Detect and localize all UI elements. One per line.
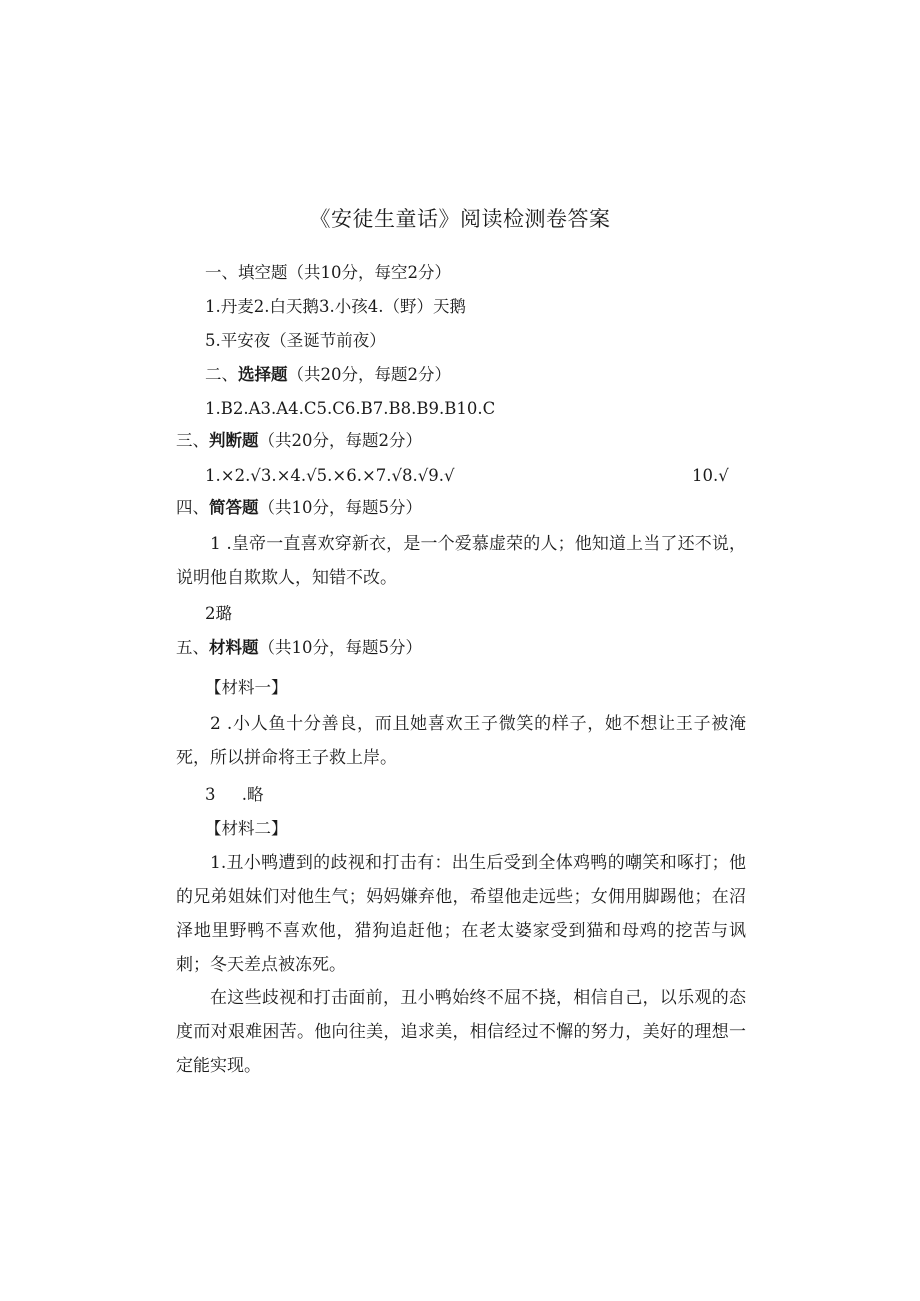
section-choice-heading [205,364,451,386]
section-name: 判断题 [209,431,259,450]
section-short-answer-heading [176,497,422,519]
material-two-answer-1-continued: 在这些歧视和打击面前，丑小鸭始终不屈不挠，相信自己，以乐观的态度而对艰难困苦。他向往美，追求美，相信经过不懈的努力，美好的理想一定能实现。 [176,988,746,1076]
material-one-answer-3: 3 .略 [205,785,264,804]
section-fill-blank-heading: 一、填空题（共10分，每空2分） [205,263,451,282]
section-judge-heading [176,430,422,452]
document-title: 《安徒生童话》阅读检测卷答案 [309,207,611,231]
section-score: （共20分，每题2分） [258,431,422,450]
material-two-answer-1: 1.丑小鸭遭到的歧视和打击有：出生后受到全体鸡鸭的嘲笑和啄打；他的兄弟姐妹们对他生气；妈妈嫌弃他，希望他走远些；女佣用脚踢他；在沼泽地里野鸭不喜欢他，猎狗追赶他；在老太婆家受到猫和母鸡的挖苦与讽刺；冬天差点被冻死。 [176,853,746,975]
section-name: 简答题 [209,498,259,517]
section-number: 二、 [205,365,238,384]
section-number: 五、 [176,638,209,657]
section-score: （共10分，每题5分） [258,638,422,657]
section-number: 三、 [176,431,209,450]
short-answer-2: 2璐 [205,604,232,623]
section-fill-blank-answers-line2: 5.平安夜（圣诞节前夜） [205,331,386,350]
section-material-heading [176,637,422,659]
section-number: 四、 [176,498,209,517]
material-one-answer-2: 2 .小人鱼十分善良，而且她喜欢王子微笑的样子，她不想让王子被淹死，所以拼命将王子救上岸。 [176,714,746,768]
section-name: 选择题 [238,365,288,384]
section-judge-answers: 1.×2.√3.×4.√5.×6.×7.√8.√9.√ [205,466,455,485]
material-one-label: 【材料一】 [205,678,288,697]
section-judge-answer-10: 10.√ [692,466,729,485]
material-two-label: 【材料二】 [205,819,288,838]
section-fill-blank-answers-line1: 1.丹麦2.白天鹅3.小孩4.（野）天鹅 [205,297,466,316]
section-score: （共10分，每题5分） [258,498,422,517]
short-answer-1: 1 .皇帝一直喜欢穿新衣，是一个爱慕虚荣的人；他知道上当了还不说，说明他自欺欺人，知错不改。 [176,534,746,588]
section-score: （共20分，每题2分） [287,365,451,384]
section-name: 材料题 [209,638,259,657]
section-choice-answers: 1.B2.A3.A4.C5.C6.B7.B8.B9.B10.C [205,399,496,418]
